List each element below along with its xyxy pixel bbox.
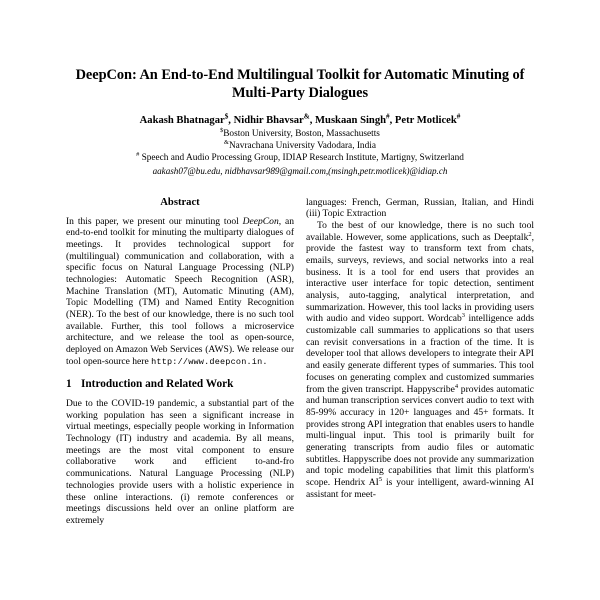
affiliation-1 [66,126,534,141]
left-column [66,197,294,527]
page-title: DeepCon: An End-to-End Multilingual Toolkit for Automatic Minuting of Multi-Party Dialogues [75,67,525,102]
abstract-paragraph [66,216,294,368]
right-column-continuation: languages: French, German, Russian, Italian, and Hindi (iii) Topic Extraction [306,196,534,220]
author-name-4: Petr Motlicek [394,115,457,127]
related-work-text-1: To the best of our knowledge, there is no such tool available. However, some applications, such as Deeptalk [306,219,534,243]
abstract-heading: Abstract [160,196,200,208]
author-marker-1: $ [224,112,229,121]
related-work-text-4: provides automatic and human transcription services convert audio to text with 85-99% accuracy in 120+ languages and 45+ formats. It provides strong API integration that enables users to handle multi-lingual input. This tool is primarily built for generating transcripts from audio files or automatic subtitles. Happyscribe does not provide any summarization and topic modeling capabilities that limit this platform's scope. Hendrix AI [306,383,534,489]
affiliation-marker-2: & [224,138,229,146]
affiliation-text-2: Navrachana University Vadodara, India [228,140,376,151]
abstract-text-part2: , an end-to-end toolkit for minuting the multiparty dialogues of meetings. It provides technological support for (multilingual) communication and collaboration, with a specific focus on Natural Language Processing (NLP) technologies: Automatic Speech Recognition (ASR), Machine Translation (MT), Automatic Minuting (AM), Topic Modelling (TM) and Named Entity Recognition (NER). To the best of our knowledge, there is no such tool available. Further, this tool follows a microservice architecture, and we release the tool as open-source, deployed on Amazon Web Services (AWS). We release our tool open-source here [66,215,294,367]
two-column-body [66,197,534,527]
author-list: Aakash Bhatnagar$, Nidhir Bhavsar&, Muskaan Singh#, Petr Motlicek# [139,112,461,127]
citation-hendrix[interactable]: 5 [378,475,383,483]
author-marker-4: # [456,112,461,121]
citation-happyscribe[interactable]: 4 [454,382,459,390]
affiliation-text-3: Speech and Audio Processing Group, IDIAP Research Institute, Martigny, Switzerland [139,152,464,163]
affiliation-3 [66,150,534,165]
right-column-paragraph [306,220,534,501]
related-work-text-5: is your intelligent, award-winning AI assistant for meet- [306,477,534,500]
author-name-2: Nidhir Bhavsar [233,115,304,127]
author-name-3: Muskaan Singh [315,115,387,127]
author-marker-3: # [386,112,390,121]
section1-paragraph: Due to the COVID-19 pandemic, a substantial part of the working population has seen a significant increase in virtual meetings, especially people working in Information Technology (IT) industry and academia. By all means, meetings are the most vital component to ensure collaborative work and efficient to-and-fro communications. Natural Language Processing (NLP) technologies provide users with a holistic experience in these online interactions. (i) remote conferences or meetings discussions held over an online platform are extremely [66,398,294,526]
right-column [306,197,534,501]
affiliation-marker-3: # [136,150,140,158]
related-work-text-3: intelligence adds customizable call summaries to applications so that users can revisit conversations in a fraction of the time. It is developer tool that allows developers to integrate their API and easily generate different types of summaries. This tool focuses on generating complex and customized summaries from the given transcript. Happyscribe [306,313,535,395]
section-heading-1 [66,378,294,392]
affiliation-marker-1: $ [220,126,224,134]
section-number-1: 1 [66,378,72,391]
citation-wordcab[interactable]: 3 [461,312,465,320]
abstract-text-part1: In this paper, we present our minuting tool [66,215,243,227]
author-marker-2: & [303,112,310,121]
affiliation-text-1: Boston University, Boston, Massachusetts [223,129,380,140]
author-emails: aakash07@bu.edu, nidbhavsar989@gmail.com,(msingh,petr.motlicek)@idiap.ch [152,165,448,176]
related-work-text-2: , provide the fastest way to transform text from chats, emails, surveys, reviews, and social networks into a real business. It is a tool for end users that provides an interactive user interface for topic detection, sentiment analysis, auto-tagging, analytical interpretation, and summarization. However, this tool lacks in providing users with audio and video support. Wordcab [306,231,534,325]
abstract-tool-name: DeepCon [242,215,279,227]
section-title-1: Introduction and Related Work [81,378,234,391]
citation-deeptalk[interactable]: 2 [528,230,532,238]
abstract-url[interactable]: http://www.deepcon.in. [151,356,268,367]
author-name-1: Aakash Bhatnagar [139,115,225,127]
